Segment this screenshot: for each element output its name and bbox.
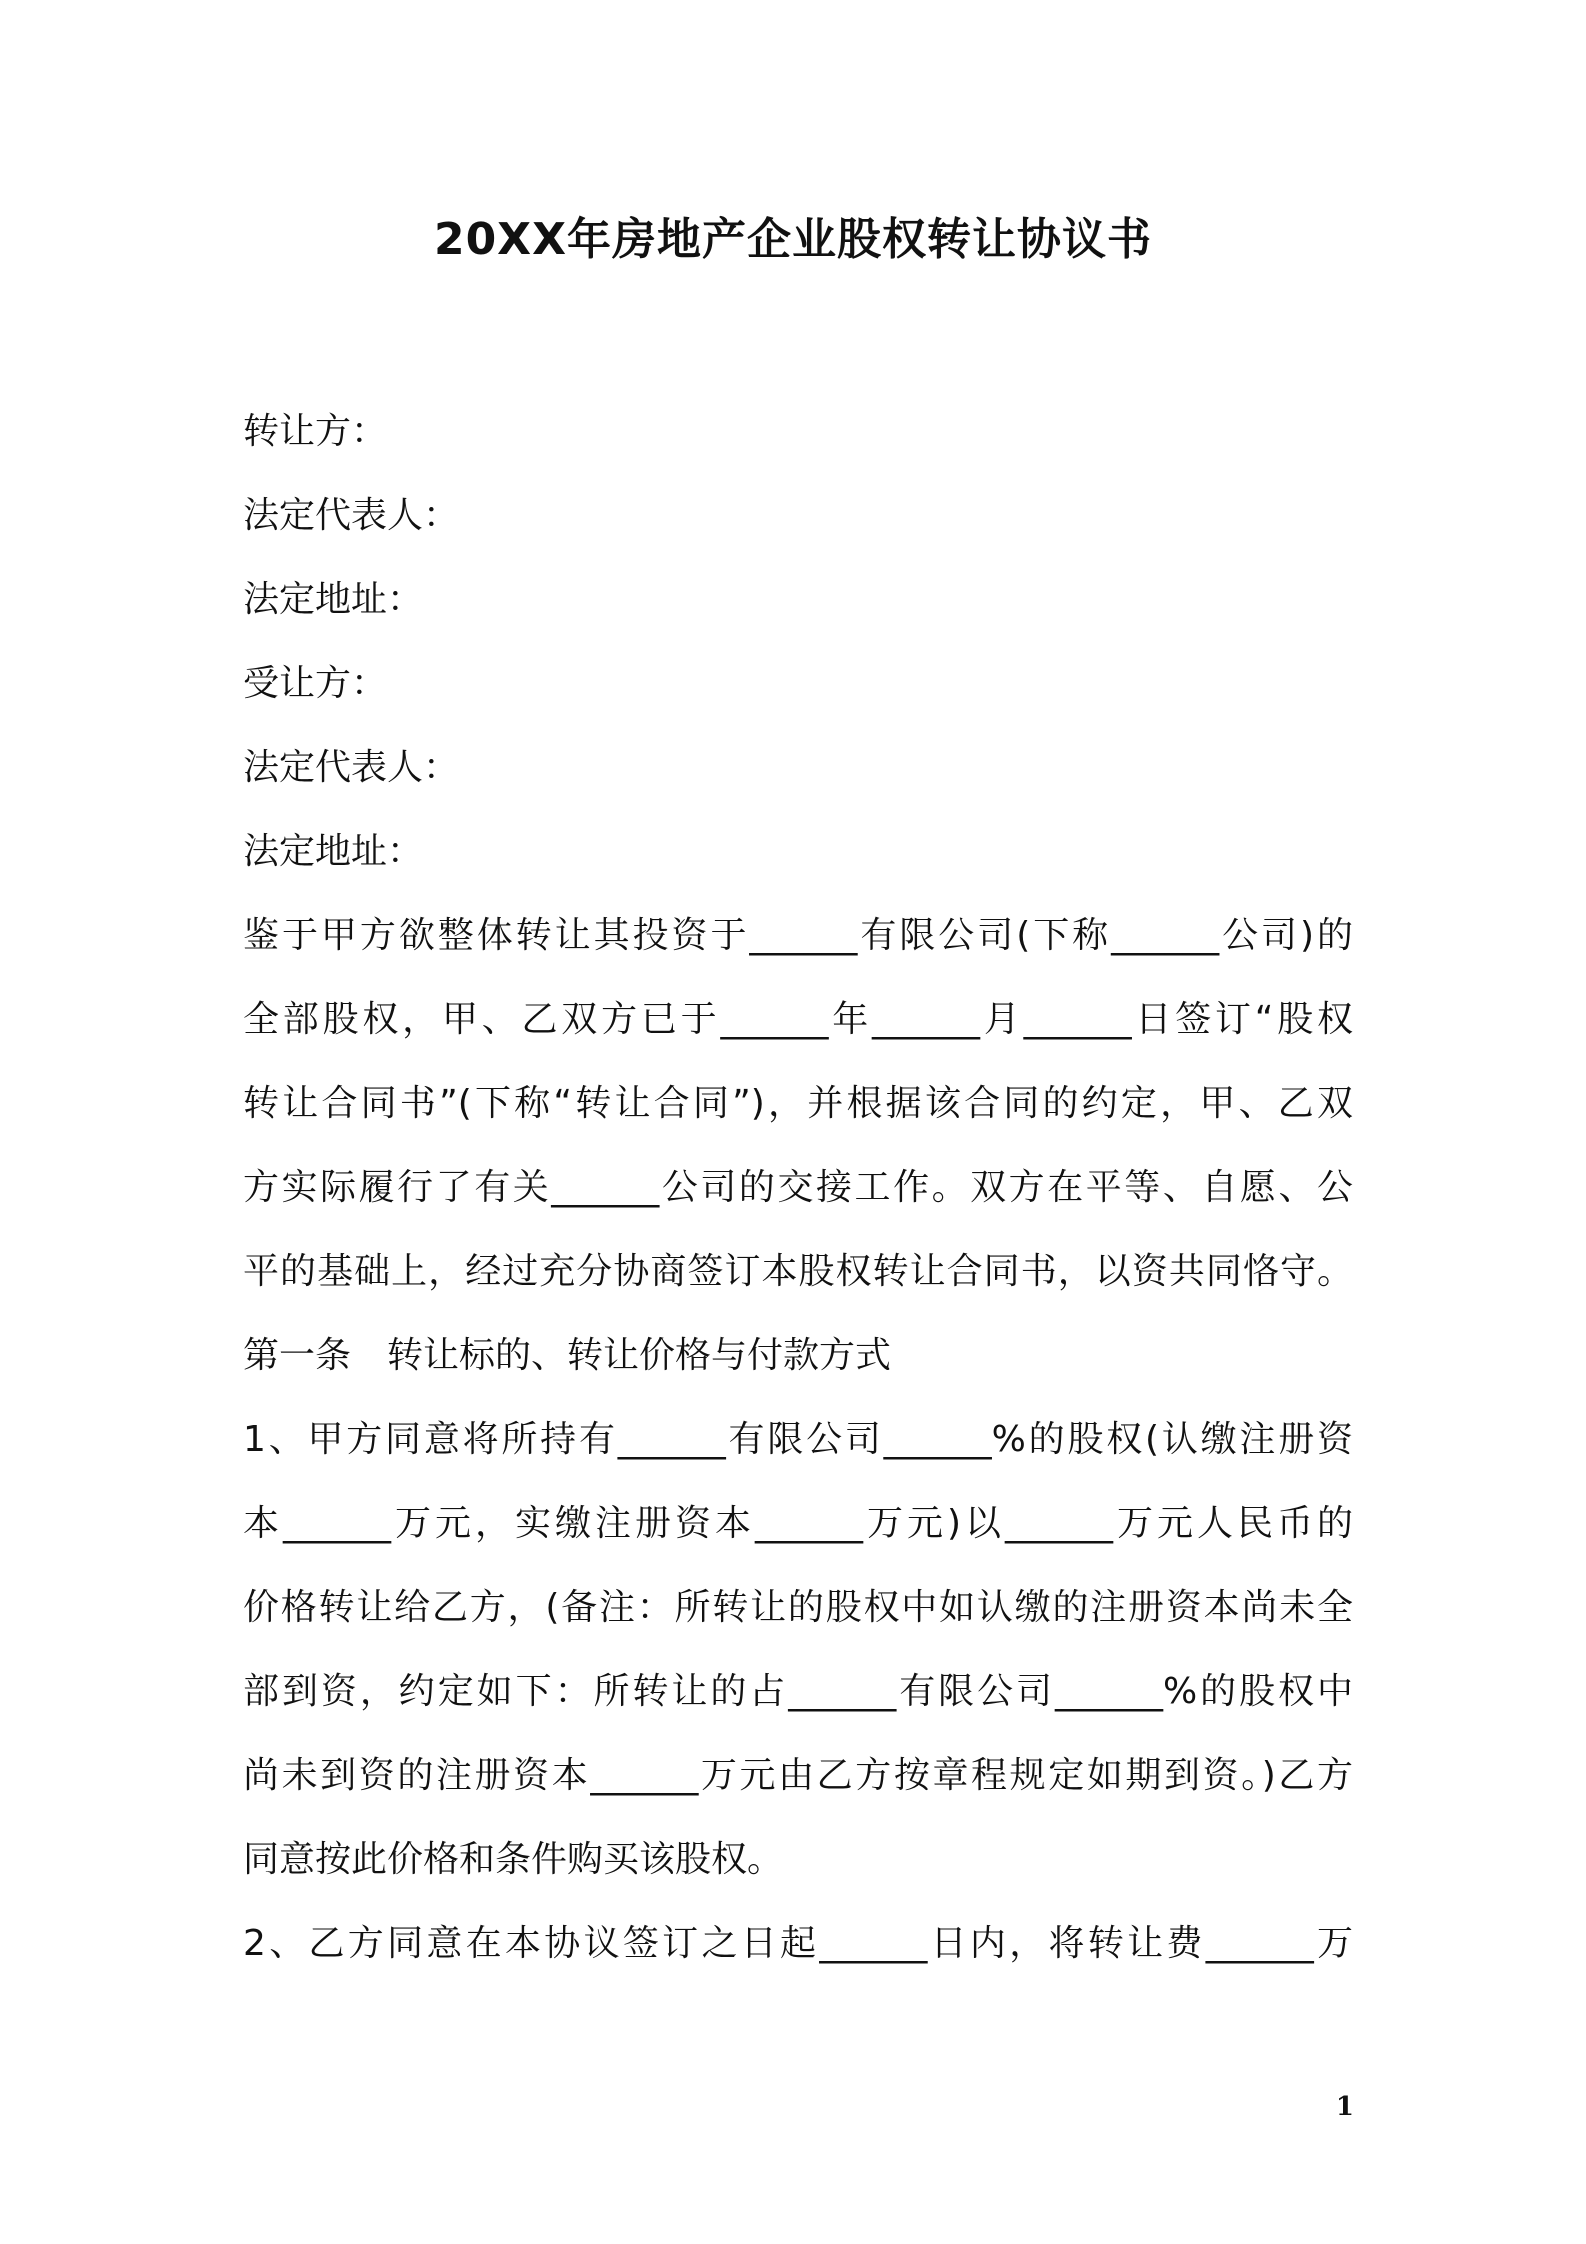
transferor-label: 转让方： (243, 411, 388, 452)
clause-line: 1、甲方同意将所持有______有限公司______%的股权(认缴注册资 (243, 1419, 1353, 1460)
clause-line: 同意按此价格和条件购买该股权。 (243, 1839, 784, 1880)
recital-line: 方实际履行了有关______公司的交接工作。双方在平等、自愿、公 (243, 1167, 1353, 1208)
transferee-legal-representative-label: 法定代表人： (243, 747, 460, 788)
document-title: 20XX年房地产企业股权转让协议书 (433, 214, 1153, 265)
recital-line: 全部股权，甲、乙双方已于______年______月______日签订“股权 (243, 999, 1353, 1040)
transferee-label: 受让方： (243, 663, 388, 704)
article-heading: 第一条 转让标的、转让价格与付款方式 (243, 1335, 892, 1376)
recital-line: 鉴于甲方欲整体转让其投资于______有限公司(下称______公司)的 (243, 915, 1353, 956)
clause-line: 本______万元，实缴注册资本______万元)以______万元人民币的 (243, 1503, 1353, 1544)
transferor-legal-representative-label: 法定代表人： (243, 495, 460, 536)
recital-line: 平的基础上，经过充分协商签订本股权转让合同书，以资共同恪守。 (243, 1251, 1353, 1292)
clause-line: 部到资，约定如下：所转让的占______有限公司______%的股权中 (243, 1671, 1353, 1712)
clause-line: 2、乙方同意在本协议签订之日起______日内，将转让费______万 (243, 1923, 1353, 1964)
clause-line: 尚未到资的注册资本______万元由乙方按章程规定如期到资。)乙方 (243, 1755, 1353, 1796)
transferee-legal-address-label: 法定地址： (243, 831, 424, 872)
recital-line: 转让合同书”(下称“转让合同”)，并根据该合同的约定，甲、乙双 (243, 1083, 1353, 1124)
clause-line: 价格转让给乙方，(备注：所转让的股权中如认缴的注册资本尚未全 (243, 1587, 1353, 1628)
transferor-legal-address-label: 法定地址： (243, 579, 424, 620)
page-number: 1 (1335, 2092, 1354, 2122)
